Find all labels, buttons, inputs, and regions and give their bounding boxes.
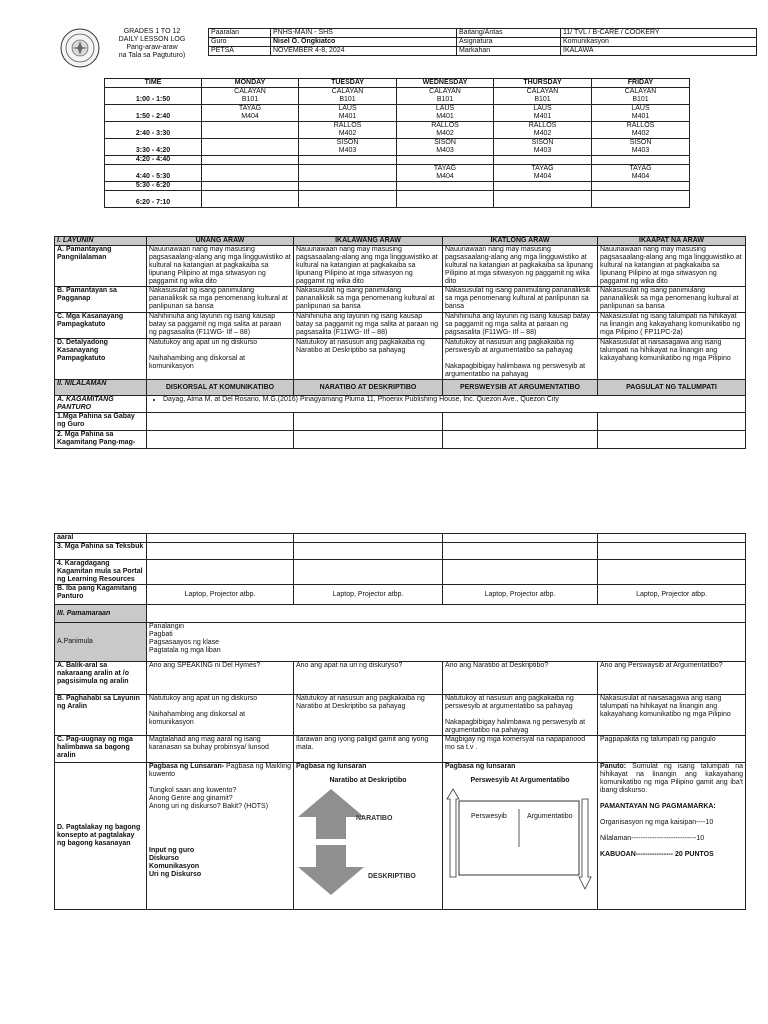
- objective-cell: Nakasusulat at naisasagawa ang isang talumpati na hihikayat na linangin ang kakayahang komunikatibo ng mga Pilipino: [598, 339, 746, 380]
- discussion-cell: [443, 763, 598, 910]
- schedule-row: [105, 105, 690, 122]
- schedule-row: [105, 139, 690, 156]
- procedure-cell: Nakasusulat at naisasagawa ang isang talumpati na hihikayat na linangin ang kakayahang komunikatibo ng mga Pilipino: [598, 695, 746, 736]
- procedure-row: [55, 662, 746, 695]
- double-arrow-box-icon: [445, 787, 595, 891]
- row-label: B. Pamantayan sa Pagganap: [55, 287, 147, 313]
- objective-cell: Nakasusulat ng isang panimulang pananaliksik sa mga penomenang kultural at panlipunan sa bansa: [147, 287, 294, 313]
- row-label: A. Pamantayang Pangnilalaman: [55, 246, 147, 287]
- schedule-cell: [299, 182, 397, 191]
- reading-title: Pagbasa ng lunsaran: [296, 763, 367, 770]
- empty-cell: [443, 560, 598, 585]
- procedure-row: [55, 695, 746, 736]
- reading-title: Pagbasa ng lunsaran: [445, 763, 516, 770]
- materials-row: [55, 431, 746, 449]
- empty-cell: [294, 413, 443, 431]
- teacher-input: Input ng guro Diskurso Komunikasyon Uri ng Diskurso: [149, 847, 202, 878]
- empty-cell: [598, 543, 746, 560]
- objective-cell: Nakasusulat ng isang talumpati na hihikayat na linangin ang kakayahang komunikatibo ng mga Pilipino ( FP11PC-2a): [598, 313, 746, 339]
- empty-cell: [443, 543, 598, 560]
- instructions: [600, 763, 743, 795]
- empty-cell: [147, 605, 746, 623]
- objective-cell: Nahihinuha ang layunin ng isang kausap batay sa paggamit ng mga salita at paraan ng pagsasalita (F11WG- IIf – 88): [443, 313, 598, 339]
- materials-cell: Laptop, Projector atbp.: [598, 585, 746, 605]
- objective-cell: Nauunawaan nang may masusing pagsasaalang-alang ang mga lingguwistiko at kultural na katangian at pagkakaiba sa lipunang Pilipino at mga sitwasyon ng paggamit ng wika dito: [147, 246, 294, 287]
- time-slot: 2:40 - 3:30: [105, 122, 202, 139]
- diagram-title: Naratibo at Deskriptibo: [329, 777, 407, 784]
- schedule-cell: [397, 182, 494, 191]
- procedure-row: [55, 736, 746, 763]
- empty-cell: [598, 431, 746, 449]
- procedure-cell: Natutukoy ang apat uri ng diskurso Naihahambing ang diskorsal at komunikasyon: [147, 695, 294, 736]
- procedure-cell: Ano ang SPEAKING ni Del Hymes?: [147, 662, 294, 695]
- rubric-item: Organisasyon ng mga kaisipan----10: [600, 819, 714, 826]
- header-value: IKALAWA: [561, 47, 757, 56]
- procedure-cell: Natutukoy at nasusuri ang pagkakaiba ng Naratibo at Deskriptibo sa pahayag: [294, 695, 443, 736]
- content-topic: PAGSULAT NG TALUMPATI: [598, 380, 746, 396]
- reading-desc: Pagbasa ng Maikling kuwento: [149, 763, 292, 778]
- reference-cell: [147, 396, 746, 413]
- schedule-header: THURSDAY: [494, 79, 592, 88]
- schedule-cell: CALAYAN B101: [299, 88, 397, 105]
- up-down-arrow-icon: [296, 787, 366, 897]
- row-label: A. Balik-aral sa nakaraang aralin at /o pagsisimula ng aralin: [55, 662, 147, 695]
- content-topic: NARATIBO AT DESKRIPTIBO: [294, 380, 443, 396]
- row-label: C. Pag-uugnay ng mga halimbawa sa bagong aralin: [55, 736, 147, 763]
- discussion-cell: [294, 763, 443, 910]
- schedule-cell: LAUS M401: [592, 105, 690, 122]
- time-slot: 1:50 - 2:40: [105, 105, 202, 122]
- header-label: Guro: [209, 38, 271, 47]
- instructions-text: Sumulat ng isang talumpati na hihikayat na linangin ang kakayahang komunikatibo ng mga Pilipino gamit ang iba't ibang diskurso.: [600, 763, 743, 794]
- materials-row: [55, 543, 746, 560]
- schedule-cell: [397, 156, 494, 165]
- procedure-heading-row: [55, 605, 746, 623]
- materials-row: [55, 396, 746, 413]
- reading-line: [149, 763, 291, 779]
- schedule-cell: CALAYAN B101: [494, 88, 592, 105]
- objective-cell: Nahihinuha ang layunin ng isang kausap batay sa paggamit ng mga salita at paraan ng pagsasalita (F11WG- IIf – 88): [147, 313, 294, 339]
- empty-cell: [598, 413, 746, 431]
- empty-cell: [294, 560, 443, 585]
- objectives-header-row: [55, 237, 746, 246]
- schedule-header: MONDAY: [202, 79, 299, 88]
- row-label: D. Detalyadong Kasanayang Pampagkatuto: [55, 339, 147, 380]
- schedule-cell: [494, 191, 592, 208]
- objective-cell: Nakasusulat ng isang panimulang pananaliksik sa mga penomenang kultural at panlipunan sa bansa: [443, 287, 598, 313]
- header-row: [209, 29, 757, 38]
- title-line: na Tala sa Pagtuturo): [118, 52, 186, 59]
- time-slot: 6:20 - 7:10: [105, 191, 202, 208]
- schedule-row: [105, 88, 690, 105]
- schedule-cell: LAUS M401: [397, 105, 494, 122]
- objective-cell: Natutukoy at nasusuri ang pagkakaiba ng perswesyib at argumentatibo sa pahayag Nakapagbibigay halimbawa ng perswesyib at argumentatibo na pahayag: [443, 339, 598, 380]
- rubric-item: Nilalaman----------------------------10: [600, 835, 705, 842]
- empty-cell: [147, 560, 294, 585]
- schedule-cell: SISON M403: [494, 139, 592, 156]
- schedule-cell: TAYAG M404: [397, 165, 494, 182]
- schedule-cell: TAYAG M404: [494, 165, 592, 182]
- procedure-cell: Ano ang apat na uri ng diskuryso?: [294, 662, 443, 695]
- procedure-cell: Natutukoy at nasusuri ang pagkakaiba ng perswesyib at argumentatibo sa pahayag Nakapagbibigay halimbawa ng perswesyib at argumentatibo na pahayag: [443, 695, 598, 736]
- row-label: C. Mga Kasanayang Pampagkatuto: [55, 313, 147, 339]
- procedure-cell: Ano ang Naratibo at Deskriptibo?: [443, 662, 598, 695]
- schedule-cell: [202, 191, 299, 208]
- schedule-cell: CALAYAN B101: [202, 88, 299, 105]
- day-heading: IKATLONG ARAW: [443, 237, 598, 246]
- dll-title: [102, 28, 202, 60]
- header-label: Baitang/Antas: [457, 29, 561, 38]
- row-label: aaral: [55, 534, 147, 543]
- schedule-cell: RALLOS M402: [397, 122, 494, 139]
- guide-questions: Tungkol saan ang kuwento? Anong Genre ang ginamit? Anong uri ng diskurso? Bakit? (HOTS): [149, 787, 269, 810]
- empty-cell: [294, 543, 443, 560]
- schedule-cell: RALLOS M402: [494, 122, 592, 139]
- materials-cell: Laptop, Projector atbp.: [443, 585, 598, 605]
- schedule-cell: LAUS M401: [299, 105, 397, 122]
- day-heading: UNANG ARAW: [147, 237, 294, 246]
- objective-cell: Nakasusulat ng isang panimulang pananaliksik sa mga penomenang kultural at panlipunan sa bansa: [294, 287, 443, 313]
- materials-cell: Laptop, Projector atbp.: [294, 585, 443, 605]
- schedule-cell: RALLOS M402: [592, 122, 690, 139]
- empty-cell: [147, 534, 294, 543]
- schedule-header: WEDNESDAY: [397, 79, 494, 88]
- empty-cell: [147, 431, 294, 449]
- objective-cell: Natutukoy ang apat uri ng diskurso Naihahambing ang diskorsal at komunikasyon: [147, 339, 294, 380]
- schedule-cell: SISON M403: [592, 139, 690, 156]
- discussion-cell: [598, 763, 746, 910]
- procedure-cell: Magtalahad ang mag aaral ng isang karanasan sa buhay probinsya/ lunsod: [147, 736, 294, 763]
- materials-cell: Laptop, Projector atbp.: [147, 585, 294, 605]
- day-heading: IKALAWANG ARAW: [294, 237, 443, 246]
- schedule-cell: [299, 165, 397, 182]
- section-heading: I. LAYUNIN: [55, 237, 147, 246]
- materials-row: [55, 560, 746, 585]
- empty-cell: [443, 413, 598, 431]
- time-slot: 4:40 - 5:30: [105, 165, 202, 182]
- schedule-row: [105, 122, 690, 139]
- objective-row: [55, 287, 746, 313]
- schedule-cell: SISON M403: [397, 139, 494, 156]
- instructions-label: Panuto:: [600, 763, 627, 770]
- schedule-cell: TAYAG M404: [592, 165, 690, 182]
- header-row: [209, 38, 757, 47]
- schedule-cell: TAYAG M404: [202, 105, 299, 122]
- schedule-table: [104, 78, 690, 208]
- schedule-row: [105, 182, 690, 191]
- time-slot: 5:30 - 6:20: [105, 182, 202, 191]
- objective-cell: Nauunawaan nang may masusing pagsasaalang-alang ang mga lingguwistiko at kultural na katangian at pagkakaiba sa lipunang Pilipino at mga sitwasyon ng paggamit ng wika dito: [294, 246, 443, 287]
- arrow-label-down: DESKRIPTIBO: [368, 873, 416, 880]
- box-label-left: Perswesyib: [471, 813, 507, 820]
- schedule-header: TUESDAY: [299, 79, 397, 88]
- objective-cell: Natutukoy at nasusuri ang pagkakaiba ng Naratibo at Deskriptibo sa pahayag: [294, 339, 443, 380]
- schedule-cell: CALAYAN B101: [592, 88, 690, 105]
- objective-row: [55, 339, 746, 380]
- objective-row: [55, 246, 746, 287]
- schedule-cell: CALAYAN B101: [397, 88, 494, 105]
- objective-cell: Nauunawaan nang may masusing pagsasaalang-alang ang mga lingguwistiko at kultural na katangian at pagkakaiba sa lipunang Pilipino at mga sitwasyon ng paggamit ng wika dito: [443, 246, 598, 287]
- rubric-total: KABUOAN---------------- 20 PUNTOS: [600, 851, 714, 858]
- empty-cell: [294, 534, 443, 543]
- row-label: D. Pagtalakay ng bagong konsepto at pagtalakay ng bagong kasanayan: [55, 763, 147, 910]
- procedure-cell: Magbigay ng mga komersyal na napapanood mo sa t.v .: [443, 736, 598, 763]
- schedule-cell: LAUS M401: [494, 105, 592, 122]
- schedule-header: TIME: [105, 79, 202, 88]
- discussion-cell: [147, 763, 294, 910]
- header-label: PETSA: [209, 47, 271, 56]
- row-label: 1.Mga Pahina sa Gabay ng Guro: [55, 413, 147, 431]
- schedule-cell: [202, 156, 299, 165]
- header-label: Asignatura: [457, 38, 561, 47]
- section-heading: III. Pamamaraan: [55, 605, 147, 623]
- rubric-title: PAMANTAYAN NG PAGMAMARKA:: [600, 803, 716, 810]
- schedule-cell: SISON M403: [299, 139, 397, 156]
- reference-list: [149, 396, 743, 404]
- schedule-cell: [397, 191, 494, 208]
- time-slot: 4:20 - 4:40: [105, 156, 202, 165]
- schedule-row: [105, 165, 690, 182]
- empty-cell: [598, 534, 746, 543]
- objective-row: [55, 313, 746, 339]
- lesson-plan-table-2: [54, 533, 746, 910]
- title-line: Pang-araw-araw: [126, 44, 178, 51]
- header-value: Komunikasyon: [561, 38, 757, 47]
- empty-cell: [443, 534, 598, 543]
- header-label: Markahan: [457, 47, 561, 56]
- intro-activities: Panalangin Pagbati Pagsasaayos ng klase Pagtatala ng mga liban: [147, 623, 746, 662]
- persuasive-argumentative-diagram: [445, 785, 595, 890]
- lesson-plan-table-1: [54, 236, 746, 449]
- empty-cell: [294, 431, 443, 449]
- section-heading: II. NILALAMAN: [55, 380, 147, 396]
- schedule-row: [105, 191, 690, 208]
- reading-title: Pagbasa ng Lunsaran-: [149, 763, 225, 770]
- schedule-cell: [592, 191, 690, 208]
- content-topic: PERSWEYSIB AT ARGUMENTATIBO: [443, 380, 598, 396]
- row-label: B. Paghahabi sa Layunin ng Aralin: [55, 695, 147, 736]
- materials-row: [55, 413, 746, 431]
- empty-cell: [147, 413, 294, 431]
- materials-row: [55, 585, 746, 605]
- row-label: 4. Karagdagang Kagamitan mula sa Portal ng Learning Resources: [55, 560, 147, 585]
- content-topic: DISKORSAL AT KOMUNIKATIBO: [147, 380, 294, 396]
- empty-cell: [147, 543, 294, 560]
- day-heading: IKAAPAT NA ARAW: [598, 237, 746, 246]
- header-value: NOVEMBER 4-8, 2024: [271, 47, 457, 56]
- row-label: 2. Mga Pahina sa Kagamitang Pang-mag-: [55, 431, 147, 449]
- deped-seal-icon: [60, 28, 100, 68]
- content-row: [55, 380, 746, 396]
- procedure-cell: Ano ang Perswaysib at Argumentatibo?: [598, 662, 746, 695]
- objective-cell: Nauunawaan nang may masusing pagsasaalang-alang ang mga lingguwistiko at kultural na katangian at pagkakaiba sa lipunang Pilipino at mga sitwasyon ng paggamit ng wika dito: [598, 246, 746, 287]
- procedure-cell: Pagpapakita ng talumpati ng pangulo: [598, 736, 746, 763]
- header-info-table: [208, 28, 757, 56]
- schedule-cell: [494, 182, 592, 191]
- schedule-header: FRIDAY: [592, 79, 690, 88]
- objective-cell: Nahihinuha ang layunin ng isang kausap batay sa paggamit ng mga salita at paraan ng pagsasalita (F11WG- IIf – 88): [294, 313, 443, 339]
- schedule-cell: [299, 156, 397, 165]
- diagram-title: Perswesyib At Argumentatibo: [470, 777, 570, 784]
- row-label: A. KAGAMITANG PANTURO: [55, 396, 147, 413]
- schedule-cell: [202, 165, 299, 182]
- discussion-row: [55, 763, 746, 910]
- objective-cell: Nakasusulat ng isang panimulang pananaliksik sa mga penomenang kultural at panlipunan sa bansa: [598, 287, 746, 313]
- time-slot: 1:00 - 1:50: [105, 88, 202, 105]
- schedule-cell: [494, 156, 592, 165]
- header-row: [209, 47, 757, 56]
- empty-cell: [443, 431, 598, 449]
- schedule-header-row: [105, 79, 690, 88]
- schedule-row: [105, 156, 690, 165]
- schedule-cell: RALLOS M402: [299, 122, 397, 139]
- schedule-cell: [202, 182, 299, 191]
- header-label: Paaralan: [209, 29, 271, 38]
- reference-item: • Dayag, Alma M. at Del Rosario, M.G.(2016) Pinagyamang Pluma 11, Phoenix Publishing House, Inc. Quezon Ave., Quezon City: [163, 396, 743, 404]
- arrow-label-up: NARATIBO: [356, 815, 393, 822]
- narrative-descriptive-diagram: [296, 785, 440, 897]
- box-label-right: Argumentatibo: [527, 813, 573, 820]
- materials-row: [55, 534, 746, 543]
- schedule-cell: [592, 182, 690, 191]
- header-value: Nisel O. Ongkiatco: [271, 38, 457, 47]
- time-slot: 3:30 - 4:20: [105, 139, 202, 156]
- title-line: DAILY LESSON LOG: [118, 36, 186, 43]
- row-label: B. Iba pang Kagamitang Panturo: [55, 585, 147, 605]
- schedule-cell: [202, 122, 299, 139]
- header-value: PNHS-MAIN - SHS: [271, 29, 457, 38]
- procedure-cell: Ilarawan ang iyong paligid gamit ang iyong mata.: [294, 736, 443, 763]
- row-label: A.Panimula: [55, 623, 147, 662]
- empty-cell: [598, 560, 746, 585]
- row-label: 3. Mga Pahina sa Teksbuk: [55, 543, 147, 560]
- schedule-cell: [592, 156, 690, 165]
- schedule-cell: [202, 139, 299, 156]
- procedure-row: [55, 623, 746, 662]
- title-line: GRADES 1 TO 12: [123, 28, 181, 35]
- schedule-cell: [299, 191, 397, 208]
- header-value: 11/ TVL / B-CARE / COOKERY: [561, 29, 757, 38]
